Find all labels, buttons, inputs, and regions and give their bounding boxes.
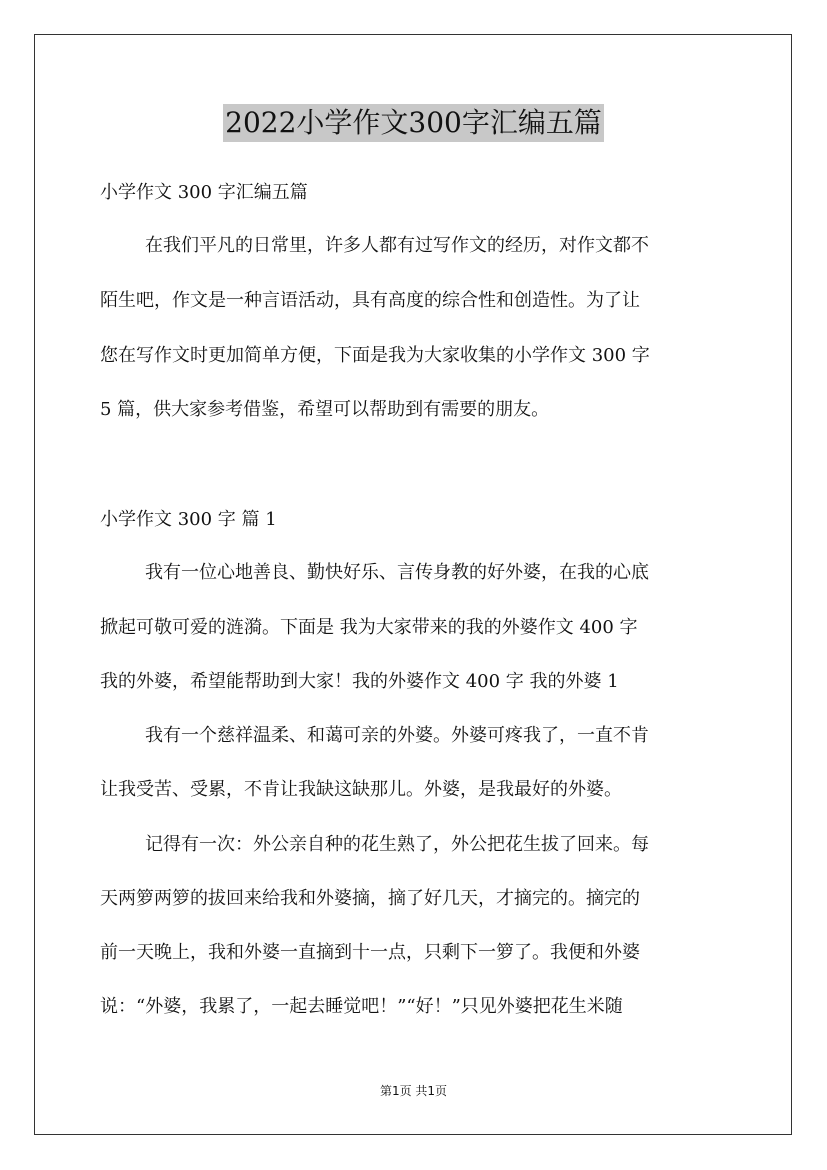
intro-line-1: 在我们平凡的日常里，许多人都有过写作文的经历，对作文都不: [145, 235, 649, 256]
document-title: 2022小学作文300字汇编五篇: [223, 104, 604, 142]
body-line-6: 记得有一次：外公亲自种的花生熟了，外公把花生拔了回来。每: [145, 834, 649, 855]
title-container: [0, 104, 827, 142]
body-line-1: 我有一位心地善良、勤快好乐、言传身教的好外婆，在我的心底: [145, 562, 649, 583]
body-line-9: 说：“外婆，我累了，一起去睡觉吧！”“好！”只见外婆把花生米随: [100, 996, 623, 1017]
body-line-7: 天两箩两箩的拔回来给我和外婆摘，摘了好几天，才摘完的。摘完的: [100, 888, 640, 909]
body-line-8: 前一天晚上，我和外婆一直摘到十一点，只剩下一箩了。我便和外婆: [100, 942, 640, 963]
intro-line-2: 陌生吧，作文是一种言语活动，具有高度的综合性和创造性。为了让: [100, 290, 640, 311]
body-line-2: 掀起可敬可爱的涟漪。下面是 我为大家带来的我的外婆作文 400 字: [100, 617, 638, 638]
body-line-3: 我的外婆，希望能帮助到大家！我的外婆作文 400 字 我的外婆 1: [100, 671, 619, 692]
intro-line-3: 您在写作文时更加简单方便，下面是我为大家收集的小学作文 300 字: [100, 345, 650, 366]
document-subtitle: 小学作文 300 字汇编五篇: [100, 182, 308, 203]
section-heading: 小学作文 300 字 篇 1: [100, 509, 277, 530]
body-line-5: 让我受苦、受累，不肯让我缺这缺那儿。外婆，是我最好的外婆。: [100, 779, 622, 800]
page-footer: 第1页 共1页: [379, 1084, 448, 1098]
body-line-4: 我有一个慈祥温柔、和蔼可亲的外婆。外婆可疼我了，一直不肯: [145, 725, 649, 746]
intro-line-4: 5 篇，供大家参考借鉴，希望可以帮助到有需要的朋友。: [100, 399, 550, 420]
